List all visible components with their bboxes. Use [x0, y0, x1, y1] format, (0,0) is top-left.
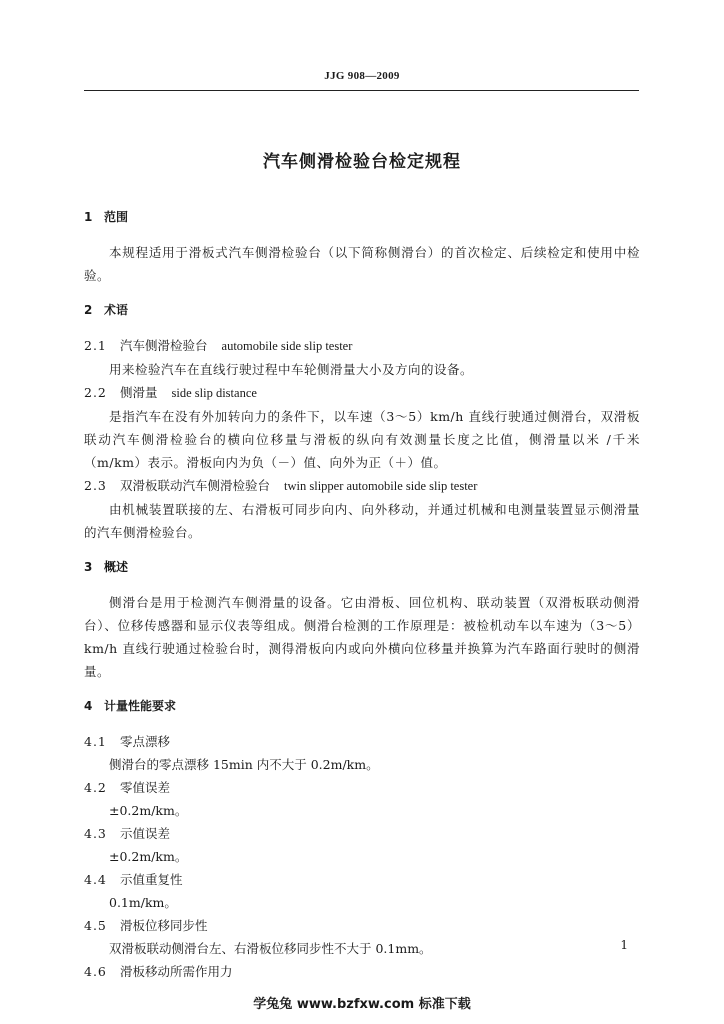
section-number: 2: [84, 303, 93, 317]
clause-term: 汽车侧滑检验台: [120, 338, 208, 353]
section-number: 3: [84, 560, 93, 574]
section-heading-2: [84, 299, 640, 322]
section-heading-1: [84, 206, 640, 229]
clause-term: 滑板位移同步性: [120, 918, 208, 933]
clause-4-2-text: ±0.2m/km。: [109, 803, 188, 818]
clause-number: 2.3: [84, 478, 107, 493]
clause-number: 4.5: [84, 918, 107, 933]
section-title: 范围: [104, 210, 129, 224]
clause-4-5-text: 双滑板联动侧滑台左、右滑板位移同步性不大于 0.1mm。: [109, 941, 432, 956]
page-number: 1: [620, 938, 628, 952]
footer-watermark: 学兔兔 www.bzfxw.com 标准下载: [253, 997, 471, 1012]
clause-number: 4.2: [84, 780, 107, 795]
clause-number: 2.1: [84, 338, 107, 353]
section-heading-3: [84, 556, 640, 579]
clause-term: 零值误差: [120, 780, 171, 795]
clause-4-3-text: ±0.2m/km。: [109, 849, 188, 864]
section-number: 4: [84, 699, 93, 713]
section-number: 1: [84, 210, 93, 224]
clause-term-en: automobile side slip tester: [221, 339, 353, 353]
clause-4-4-text: 0.1m/km。: [109, 895, 177, 910]
clause-4-6-heading: [84, 960, 640, 983]
standard-number: JJG 908—2009: [324, 70, 400, 82]
section-title: 术语: [104, 303, 129, 317]
clause-number: 4.3: [84, 826, 107, 841]
clause-term-en: side slip distance: [171, 386, 257, 400]
clause-number: 4.1: [84, 734, 107, 749]
paragraph: 侧滑台是用于检测汽车侧滑量的设备。它由滑板、回位机构、联动装置（双滑板联动侧滑台）、位移传感器和显示仪表等组成。侧滑台检测的工作原理是：被检机动车以车速为（3～5）km/h 直线行驶通过检验台时，测得滑板向内或向外横向位移量并换算为汽车路面行驶时的侧滑量。: [84, 595, 640, 679]
clause-2-2-heading: [84, 381, 640, 405]
clause-2-1-text: 用来检验汽车在直线行驶过程中车轮侧滑量大小及方向的设备。: [109, 362, 474, 377]
clause-term: 侧滑量: [120, 385, 158, 400]
section-heading-4: [84, 695, 640, 718]
document-title: 汽车侧滑检验台检定规程: [263, 152, 461, 172]
clause-4-5-heading: [84, 914, 640, 937]
clause-number: 2.2: [84, 385, 107, 400]
clause-term: 示值误差: [120, 826, 171, 841]
paragraph: 本规程适用于滑板式汽车侧滑检验台（以下简称侧滑台）的首次检定、后续检定和使用中检验。: [84, 245, 640, 283]
clause-number: 4.6: [84, 964, 107, 979]
header-rule: [84, 90, 639, 91]
clause-number: 4.4: [84, 872, 107, 887]
clause-4-4-heading: [84, 868, 640, 891]
section-title: 概述: [104, 560, 129, 574]
clause-2-2-text: 是指汽车在没有外加转向力的条件下，以车速（3～5）km/h 直线行驶通过侧滑台，双滑板联动汽车侧滑检验台的横向位移量与滑板的纵向有效测量长度之比值，侧滑量以米 /千米（m/km）表示。滑板向内为负（－）值、向外为正（＋）值。: [84, 409, 640, 470]
clause-term: 滑板移动所需作用力: [120, 964, 233, 979]
clause-term: 双滑板联动汽车侧滑检验台: [120, 478, 271, 493]
clause-2-3-text: 由机械装置联接的左、右滑板可同步向内、向外移动，并通过机械和电测量装置显示侧滑量的汽车侧滑检验台。: [84, 502, 640, 540]
document-body: [84, 206, 640, 983]
clause-4-3-heading: [84, 822, 640, 845]
clause-4-1-text: 侧滑台的零点漂移 15min 内不大于 0.2m/km。: [109, 757, 379, 772]
clause-2-1-heading: [84, 334, 640, 358]
clause-4-1-heading: [84, 730, 640, 753]
clause-term-en: twin slipper automobile side slip tester: [284, 479, 478, 493]
clause-2-3-heading: [84, 474, 640, 498]
clause-4-2-heading: [84, 776, 640, 799]
clause-term: 零点漂移: [120, 734, 171, 749]
section-title: 计量性能要求: [104, 699, 177, 713]
clause-term: 示值重复性: [120, 872, 183, 887]
